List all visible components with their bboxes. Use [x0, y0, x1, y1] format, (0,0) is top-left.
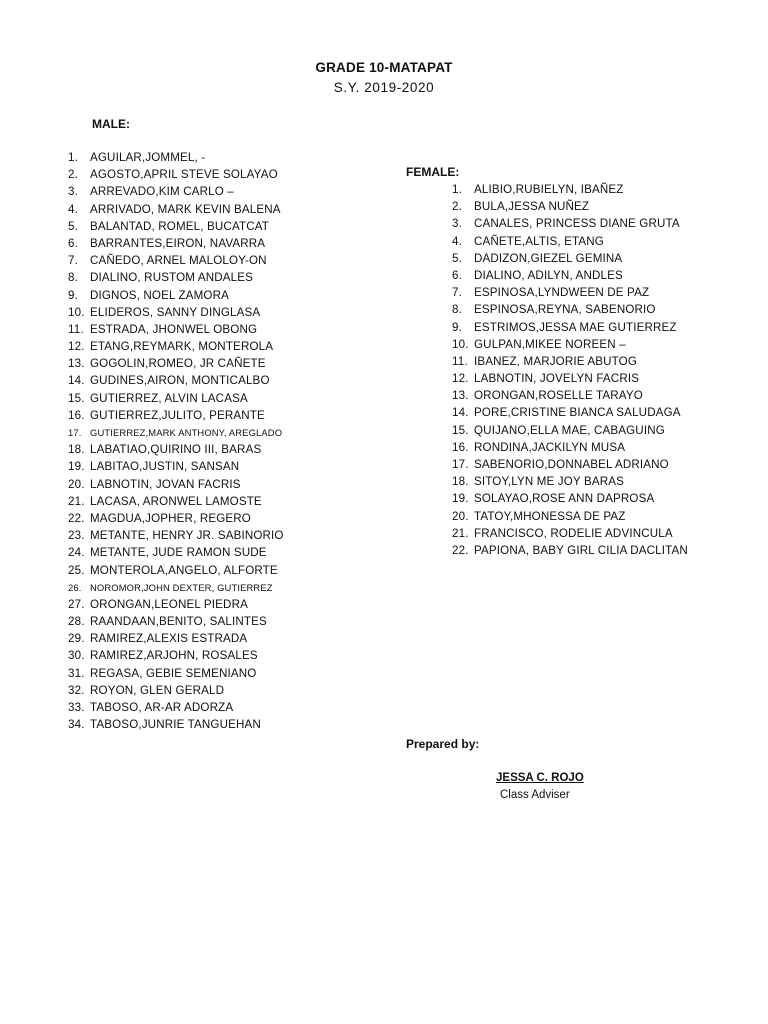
item-number: 11.	[452, 354, 468, 368]
student-name: ARRIVADO, MARK KEVIN BALENA	[90, 202, 281, 216]
student-name: GUDINES,AIRON, MONTICALBO	[90, 374, 270, 388]
item-number: 27.	[68, 597, 85, 611]
female-roster-list	[452, 181, 688, 559]
male-list-item	[68, 647, 284, 664]
item-number: 5.	[452, 251, 462, 265]
student-name: ETANG,REYMARK, MONTEROLA	[90, 340, 274, 354]
item-number: 22.	[68, 511, 85, 525]
item-number: 3.	[452, 217, 462, 231]
student-name: BARRANTES,EIRON, NAVARRA	[90, 236, 266, 250]
item-number: 6.	[68, 236, 78, 250]
male-list-item	[68, 458, 284, 475]
student-name: AGOSTO,APRIL STEVE SOLAYAO	[90, 168, 278, 182]
female-list-item	[452, 387, 688, 404]
male-list-item	[68, 716, 284, 733]
student-name: ESPINOSA,REYNA, SABENORIO	[474, 303, 656, 317]
item-number: 7.	[452, 286, 462, 300]
item-number: 17.	[68, 427, 82, 438]
student-name: MONTEROLA,ANGELO, ALFORTE	[90, 563, 278, 577]
item-number: 1.	[68, 151, 78, 164]
male-list-item	[68, 699, 284, 716]
item-number: 19.	[452, 492, 469, 506]
item-number: 31.	[68, 666, 85, 680]
student-name: TATOY,MHONESSA DE PAZ	[474, 509, 626, 523]
student-name: ALIBIO,RUBIELYN, IBAÑEZ	[474, 183, 624, 196]
item-number: 1.	[452, 183, 462, 196]
item-number: 10.	[68, 305, 85, 319]
item-number: 13.	[68, 357, 85, 371]
student-name: ORONGAN,LEONEL PIEDRA	[90, 597, 248, 611]
student-name: PAPIONA, BABY GIRL CILIA DACLITAN	[474, 543, 688, 557]
student-name: ROYON, GLEN GERALD	[90, 683, 225, 697]
female-list-item	[452, 267, 688, 284]
student-name: BULA,JESSA NUÑEZ	[474, 200, 590, 214]
female-list-item	[452, 542, 688, 559]
male-list-item	[68, 183, 284, 200]
male-list-item	[68, 527, 284, 544]
item-number: 11.	[68, 322, 84, 336]
female-list-item	[452, 301, 688, 318]
student-name: IBANEZ, MARJORIE ABUTOG	[474, 354, 637, 368]
item-number: 21.	[452, 526, 469, 540]
item-number: 9.	[68, 288, 78, 302]
male-list-item	[68, 424, 284, 441]
female-list-item	[452, 215, 688, 232]
item-number: 26.	[68, 581, 82, 593]
student-name: PORE,CRISTINE BIANCA SALUDAGA	[474, 406, 681, 420]
item-number: 5.	[68, 219, 78, 233]
female-list-item	[452, 490, 688, 507]
female-list-item	[452, 284, 688, 301]
student-name: QUIJANO,ELLA MAE, CABAGUING	[474, 423, 665, 437]
female-list-item	[452, 456, 688, 473]
female-list-item	[452, 473, 688, 490]
item-number: 14.	[452, 406, 469, 420]
student-name: CANALES, PRINCESS DIANE GRUTA	[474, 217, 680, 231]
male-heading: MALE:	[92, 117, 130, 131]
male-list-item	[68, 304, 284, 321]
student-name: SITOY,LYN ME JOY BARAS	[474, 475, 624, 489]
male-list-item	[68, 441, 284, 458]
student-name: GUTIERREZ,JULITO, PERANTE	[90, 408, 265, 422]
student-name: FRANCISCO, RODELIE ADVINCULA	[474, 526, 673, 540]
student-name: TABOSO,JUNRIE TANGUEHAN	[90, 718, 261, 732]
male-list-item	[68, 407, 284, 424]
item-number: 8.	[452, 303, 462, 317]
female-list-item	[452, 508, 688, 525]
item-number: 22.	[452, 543, 469, 557]
item-number: 13.	[452, 389, 469, 403]
female-list-item	[452, 198, 688, 215]
item-number: 24.	[68, 546, 85, 560]
female-list-item	[452, 319, 688, 336]
student-name: MAGDUA,JOPHER, REGERO	[90, 511, 251, 525]
item-number: 25.	[68, 563, 85, 577]
student-name: CAÑEDO, ARNEL MALOLOY-ON	[90, 254, 267, 268]
page-title: GRADE 10-MATAPAT	[315, 60, 453, 75]
item-number: 2.	[452, 200, 462, 214]
male-list-item	[68, 682, 284, 699]
item-number: 7.	[68, 254, 78, 268]
student-name: SOLAYAO,ROSE ANN DAPROSA	[474, 492, 655, 506]
male-roster-list	[68, 149, 284, 733]
item-number: 8.	[68, 271, 78, 285]
student-name: RAMIREZ,ARJOHN, ROSALES	[90, 649, 258, 663]
item-number: 4.	[452, 234, 462, 248]
student-name: LACASA, ARONWEL LAMOSTE	[90, 494, 262, 508]
item-number: 12.	[68, 340, 85, 354]
student-name: LABATIAO,QUIRINO III, BARAS	[90, 443, 262, 457]
male-list-item	[68, 201, 284, 218]
student-name: DADIZON,GIEZEL GEMINA	[474, 251, 623, 265]
item-number: 16.	[68, 408, 85, 422]
female-list-item	[452, 370, 688, 387]
female-heading: FEMALE:	[406, 165, 460, 179]
male-list-item	[68, 218, 284, 235]
male-list-item	[68, 510, 284, 527]
item-number: 29.	[68, 632, 85, 646]
adviser-name: JESSA C. ROJO	[496, 772, 584, 784]
item-number: 3.	[68, 185, 78, 199]
male-list-item	[68, 321, 284, 338]
female-list-item	[452, 439, 688, 456]
item-number: 18.	[68, 443, 85, 457]
female-list-item	[452, 422, 688, 439]
female-list-item	[452, 250, 688, 267]
student-name: ARREVADO,KIM CARLO –	[90, 185, 234, 199]
male-list-item	[68, 596, 284, 613]
student-name: ESPINOSA,LYNDWEEN DE PAZ	[474, 286, 650, 300]
item-number: 32.	[68, 683, 85, 697]
student-name: LABNOTIN, JOVELYN FACRIS	[474, 372, 640, 386]
female-list-item	[452, 233, 688, 250]
item-number: 23.	[68, 529, 85, 543]
student-name: ELIDEROS, SANNY DINGLASA	[90, 305, 261, 319]
male-list-item	[68, 630, 284, 647]
male-list-item	[68, 252, 284, 269]
student-name: NOROMOR,JOHN DEXTER, GUTIERREZ	[90, 581, 273, 593]
male-list-item	[68, 476, 284, 493]
male-list-item	[68, 665, 284, 682]
male-list-item	[68, 235, 284, 252]
male-list-item	[68, 287, 284, 304]
item-number: 33.	[68, 701, 85, 714]
item-number: 15.	[452, 423, 469, 437]
item-number: 4.	[68, 202, 78, 216]
item-number: 6.	[452, 268, 462, 282]
male-list-item	[68, 372, 284, 389]
male-list-item	[68, 544, 284, 561]
item-number: 15.	[68, 391, 85, 405]
item-number: 34.	[68, 718, 85, 732]
male-list-item	[68, 493, 284, 510]
student-name: RONDINA,JACKILYN MUSA	[474, 440, 626, 454]
male-list-item	[68, 338, 284, 355]
female-list-item	[452, 181, 688, 198]
prepared-by-label: Prepared by:	[406, 737, 480, 751]
item-number: 19.	[68, 460, 85, 474]
student-name: DIALINO, ADILYN, ANDLES	[474, 268, 623, 282]
item-number: 17.	[452, 458, 469, 471]
male-list-item	[68, 390, 284, 407]
adviser-role: Class Adviser	[500, 789, 570, 801]
item-number: 28.	[68, 615, 85, 629]
female-list-item	[452, 353, 688, 370]
student-name: METANTE, HENRY JR. SABINORIO	[90, 529, 284, 543]
item-number: 20.	[68, 477, 85, 491]
male-list-item	[68, 579, 284, 596]
item-number: 2.	[68, 168, 78, 182]
student-name: DIGNOS, NOEL ZAMORA	[90, 288, 229, 302]
male-list-item	[68, 269, 284, 286]
female-list-item	[452, 525, 688, 542]
item-number: 21.	[68, 494, 85, 508]
item-number: 12.	[452, 372, 469, 386]
student-name: REGASA, GEBIE SEMENIANO	[90, 666, 257, 680]
female-list-item	[452, 336, 688, 353]
student-name: RAANDAAN,BENITO, SALINTES	[90, 615, 267, 629]
male-list-item	[68, 149, 284, 166]
male-list-item	[68, 355, 284, 372]
student-name: SABENORIO,DONNABEL ADRIANO	[474, 458, 669, 471]
male-list-item	[68, 562, 284, 579]
student-name: BALANTAD, ROMEL, BUCATCAT	[90, 219, 269, 233]
item-number: 20.	[452, 509, 469, 523]
student-name: METANTE, JUDE RAMON SUDE	[90, 546, 267, 560]
item-number: 16.	[452, 440, 469, 454]
male-list-item	[68, 613, 284, 630]
student-name: DIALINO, RUSTOM ANDALES	[90, 271, 254, 285]
student-name: LABNOTIN, JOVAN FACRIS	[90, 477, 241, 491]
item-number: 9.	[452, 320, 462, 334]
student-name: GOGOLIN,ROMEO, JR CAÑETE	[90, 357, 266, 371]
female-list-item	[452, 404, 688, 421]
student-name: AGUILAR,JOMMEL, -	[90, 151, 206, 164]
item-number: 10.	[452, 337, 469, 351]
item-number: 30.	[68, 649, 85, 663]
student-name: GULPAN,MIKEE NOREEN –	[474, 337, 626, 351]
student-name: TABOSO, AR-AR ADORZA	[90, 701, 234, 714]
student-name: GUTIERREZ, ALVIN LACASA	[90, 391, 248, 405]
student-name: CAÑETE,ALTIS, ETANG	[474, 234, 604, 248]
student-name: GUTIERREZ,MARK ANTHONY, AREGLADO	[90, 427, 283, 438]
school-year: S.Y. 2019-2020	[333, 80, 435, 95]
student-name: ORONGAN,ROSELLE TARAYO	[474, 389, 643, 403]
item-number: 14.	[68, 374, 85, 388]
student-name: RAMIREZ,ALEXIS ESTRADA	[90, 632, 248, 646]
student-name: LABITAO,JUSTIN, SANSAN	[90, 460, 240, 474]
item-number: 18.	[452, 475, 469, 489]
student-name: ESTRIMOS,JESSA MAE GUTIERREZ	[474, 320, 677, 334]
male-list-item	[68, 166, 284, 183]
student-name: ESTRADA, JHONWEL OBONG	[90, 322, 258, 336]
